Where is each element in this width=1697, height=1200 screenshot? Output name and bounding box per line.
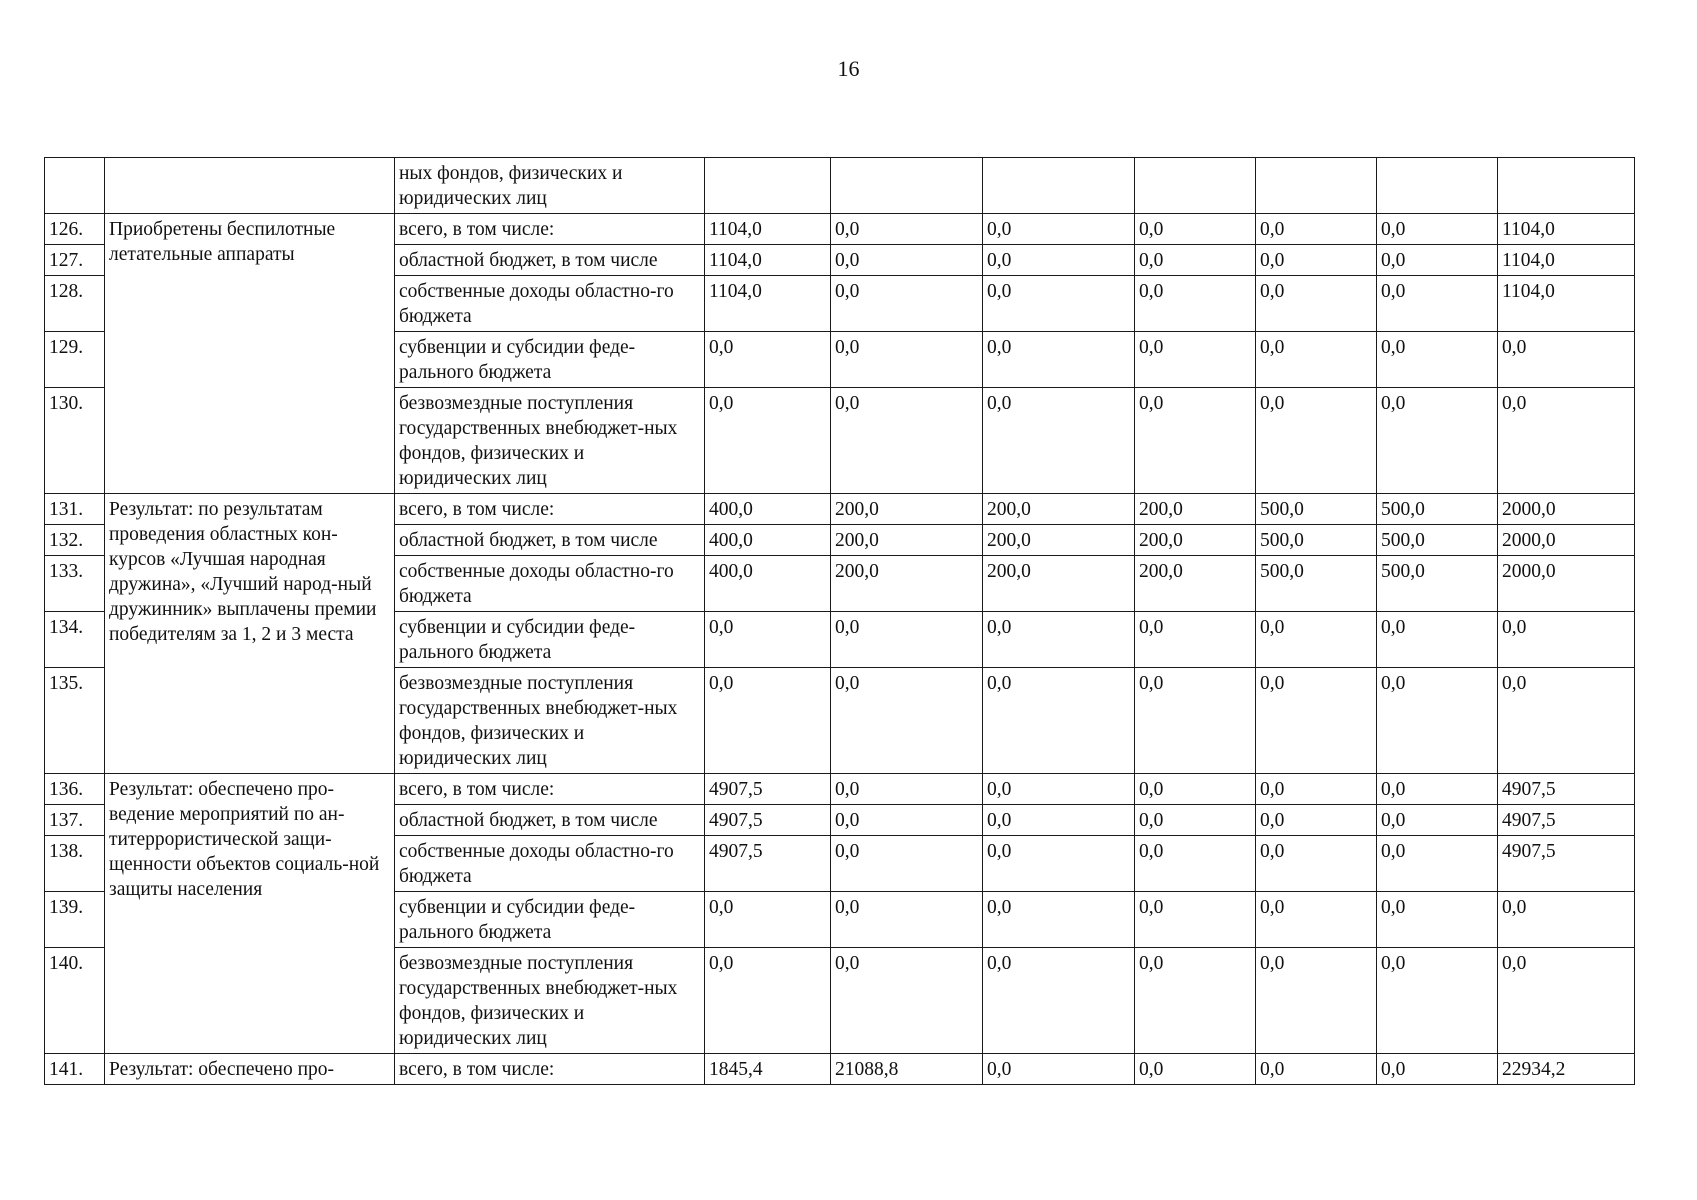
value-cell: 0,0 xyxy=(983,892,1135,948)
row-number-cell: 135. xyxy=(45,668,105,774)
value-cell: 0,0 xyxy=(983,276,1135,332)
total-value-cell: 0,0 xyxy=(1498,612,1635,668)
value-cell: 0,0 xyxy=(1135,774,1256,805)
value-cell xyxy=(831,158,983,214)
total-value-cell: 0,0 xyxy=(1498,892,1635,948)
value-cell: 0,0 xyxy=(1256,276,1377,332)
table-row xyxy=(45,774,1635,805)
value-cell: 0,0 xyxy=(705,948,831,1054)
value-cell: 0,0 xyxy=(831,774,983,805)
value-cell: 0,0 xyxy=(1256,332,1377,388)
value-cell: 0,0 xyxy=(1135,948,1256,1054)
value-cell xyxy=(983,158,1135,214)
value-cell: 0,0 xyxy=(1135,805,1256,836)
value-cell: 200,0 xyxy=(831,556,983,612)
value-cell: 0,0 xyxy=(1377,948,1498,1054)
result-description-cell: Приобретены беспилотные летательные аппараты xyxy=(105,214,395,494)
value-cell: 0,0 xyxy=(1256,836,1377,892)
value-cell xyxy=(1377,158,1498,214)
value-cell: 0,0 xyxy=(1377,892,1498,948)
funding-source-cell: собственные доходы областно-го бюджета xyxy=(395,836,705,892)
funding-source-cell: безвозмездные поступления государственных внебюджет-ных фондов, физических и юридических лиц xyxy=(395,388,705,494)
value-cell: 500,0 xyxy=(1377,494,1498,525)
row-number-cell xyxy=(45,158,105,214)
value-cell: 0,0 xyxy=(1135,214,1256,245)
value-cell: 200,0 xyxy=(983,525,1135,556)
value-cell: 0,0 xyxy=(831,214,983,245)
value-cell xyxy=(705,158,831,214)
value-cell: 500,0 xyxy=(1256,525,1377,556)
value-cell: 0,0 xyxy=(1135,388,1256,494)
total-value-cell: 2000,0 xyxy=(1498,556,1635,612)
value-cell: 0,0 xyxy=(1256,612,1377,668)
funding-source-cell: областной бюджет, в том числе xyxy=(395,805,705,836)
value-cell: 0,0 xyxy=(1256,388,1377,494)
row-number-cell: 131. xyxy=(45,494,105,525)
value-cell: 0,0 xyxy=(983,805,1135,836)
total-value-cell: 2000,0 xyxy=(1498,525,1635,556)
value-cell: 0,0 xyxy=(831,388,983,494)
row-number-cell: 137. xyxy=(45,805,105,836)
description-cell xyxy=(105,158,395,214)
value-cell: 0,0 xyxy=(983,214,1135,245)
value-cell: 0,0 xyxy=(1256,245,1377,276)
value-cell: 0,0 xyxy=(1377,774,1498,805)
value-cell: 0,0 xyxy=(1377,836,1498,892)
value-cell xyxy=(1256,158,1377,214)
value-cell: 0,0 xyxy=(1377,668,1498,774)
value-cell: 0,0 xyxy=(1256,214,1377,245)
value-cell: 200,0 xyxy=(1135,525,1256,556)
total-value-cell: 1104,0 xyxy=(1498,214,1635,245)
row-number-cell: 126. xyxy=(45,214,105,245)
value-cell: 0,0 xyxy=(983,245,1135,276)
value-cell: 0,0 xyxy=(983,774,1135,805)
value-cell: 500,0 xyxy=(1377,556,1498,612)
value-cell: 400,0 xyxy=(705,525,831,556)
value-cell: 0,0 xyxy=(831,245,983,276)
row-number-cell: 134. xyxy=(45,612,105,668)
value-cell: 0,0 xyxy=(983,1054,1135,1085)
value-cell: 21088,8 xyxy=(831,1054,983,1085)
value-cell: 0,0 xyxy=(1256,1054,1377,1085)
row-number-cell: 139. xyxy=(45,892,105,948)
value-cell: 200,0 xyxy=(1135,494,1256,525)
table-row xyxy=(45,1054,1635,1085)
value-cell: 0,0 xyxy=(1135,1054,1256,1085)
value-cell: 0,0 xyxy=(983,332,1135,388)
value-cell: 0,0 xyxy=(705,892,831,948)
value-cell: 0,0 xyxy=(983,948,1135,1054)
total-value-cell: 2000,0 xyxy=(1498,494,1635,525)
total-value-cell: 4907,5 xyxy=(1498,836,1635,892)
total-value-cell: 1104,0 xyxy=(1498,245,1635,276)
total-value-cell: 0,0 xyxy=(1498,668,1635,774)
value-cell: 0,0 xyxy=(983,612,1135,668)
value-cell: 1104,0 xyxy=(705,276,831,332)
page-number: 16 xyxy=(837,56,860,81)
result-description-cell: Результат: обеспечено про- xyxy=(105,1054,395,1085)
value-cell: 0,0 xyxy=(831,612,983,668)
value-cell: 0,0 xyxy=(983,668,1135,774)
value-cell: 0,0 xyxy=(1377,214,1498,245)
total-value-cell: 0,0 xyxy=(1498,948,1635,1054)
budget-table xyxy=(44,157,1635,1085)
value-cell: 0,0 xyxy=(1256,892,1377,948)
table-row xyxy=(45,494,1635,525)
value-cell: 0,0 xyxy=(1377,388,1498,494)
value-cell: 0,0 xyxy=(831,332,983,388)
row-number-cell: 129. xyxy=(45,332,105,388)
value-cell: 0,0 xyxy=(1135,276,1256,332)
value-cell: 0,0 xyxy=(831,892,983,948)
value-cell: 0,0 xyxy=(1377,332,1498,388)
value-cell: 500,0 xyxy=(1377,525,1498,556)
value-cell: 0,0 xyxy=(705,612,831,668)
row-number-cell: 141. xyxy=(45,1054,105,1085)
total-value-cell: 0,0 xyxy=(1498,388,1635,494)
value-cell: 0,0 xyxy=(1256,805,1377,836)
value-cell: 0,0 xyxy=(1256,948,1377,1054)
value-cell: 0,0 xyxy=(1377,1054,1498,1085)
table-row xyxy=(45,214,1635,245)
value-cell: 0,0 xyxy=(831,836,983,892)
value-cell: 0,0 xyxy=(1135,332,1256,388)
value-cell: 4907,5 xyxy=(705,774,831,805)
value-cell xyxy=(1135,158,1256,214)
funding-source-cell: всего, в том числе: xyxy=(395,774,705,805)
value-cell: 500,0 xyxy=(1256,494,1377,525)
total-value-cell: 4907,5 xyxy=(1498,805,1635,836)
value-cell: 0,0 xyxy=(1256,774,1377,805)
funding-source-cell: ных фондов, физических и юридических лиц xyxy=(395,158,705,214)
value-cell: 0,0 xyxy=(1377,612,1498,668)
row-number-cell: 136. xyxy=(45,774,105,805)
table-row-continuation xyxy=(45,158,1635,214)
total-value-cell: 1104,0 xyxy=(1498,276,1635,332)
value-cell: 0,0 xyxy=(705,668,831,774)
funding-source-cell: всего, в том числе: xyxy=(395,1054,705,1085)
table-body xyxy=(45,158,1635,1085)
value-cell: 0,0 xyxy=(831,948,983,1054)
value-cell: 0,0 xyxy=(1377,245,1498,276)
value-cell: 1845,4 xyxy=(705,1054,831,1085)
value-cell: 0,0 xyxy=(1135,668,1256,774)
value-cell: 200,0 xyxy=(983,556,1135,612)
funding-source-cell: субвенции и субсидии феде-рального бюджета xyxy=(395,892,705,948)
funding-source-cell: безвозмездные поступления государственных внебюджет-ных фондов, физических и юридических лиц xyxy=(395,668,705,774)
value-cell: 0,0 xyxy=(1377,276,1498,332)
value-cell: 400,0 xyxy=(705,556,831,612)
total-value-cell: 4907,5 xyxy=(1498,774,1635,805)
funding-source-cell: субвенции и субсидии феде-рального бюджета xyxy=(395,612,705,668)
value-cell: 1104,0 xyxy=(705,214,831,245)
value-cell: 0,0 xyxy=(1135,245,1256,276)
funding-source-cell: областной бюджет, в том числе xyxy=(395,525,705,556)
total-value-cell: 0,0 xyxy=(1498,332,1635,388)
value-cell: 0,0 xyxy=(831,805,983,836)
funding-source-cell: всего, в том числе: xyxy=(395,494,705,525)
value-cell: 400,0 xyxy=(705,494,831,525)
value-cell: 0,0 xyxy=(983,388,1135,494)
value-cell: 0,0 xyxy=(1256,668,1377,774)
funding-source-cell: субвенции и субсидии феде-рального бюджета xyxy=(395,332,705,388)
total-value-cell: 22934,2 xyxy=(1498,1054,1635,1085)
value-cell: 0,0 xyxy=(831,668,983,774)
value-cell: 4907,5 xyxy=(705,805,831,836)
result-description-cell: Результат: по результатам проведения областных кон-курсов «Лучшая народная дружина», «Лучший народ-ный дружинник» выплачены премии победителям за 1, 2 и 3 места xyxy=(105,494,395,774)
value-cell: 0,0 xyxy=(1135,612,1256,668)
value-cell: 0,0 xyxy=(1377,805,1498,836)
value-cell: 200,0 xyxy=(983,494,1135,525)
value-cell: 0,0 xyxy=(705,332,831,388)
value-cell xyxy=(1498,158,1635,214)
value-cell: 500,0 xyxy=(1256,556,1377,612)
value-cell: 0,0 xyxy=(705,388,831,494)
funding-source-cell: собственные доходы областно-го бюджета xyxy=(395,556,705,612)
funding-source-cell: всего, в том числе: xyxy=(395,214,705,245)
funding-source-cell: областной бюджет, в том числе xyxy=(395,245,705,276)
row-number-cell: 138. xyxy=(45,836,105,892)
value-cell: 0,0 xyxy=(1135,836,1256,892)
row-number-cell: 133. xyxy=(45,556,105,612)
funding-source-cell: собственные доходы областно-го бюджета xyxy=(395,276,705,332)
value-cell: 0,0 xyxy=(831,276,983,332)
funding-source-cell: безвозмездные поступления государственных внебюджет-ных фондов, физических и юридических лиц xyxy=(395,948,705,1054)
value-cell: 0,0 xyxy=(983,836,1135,892)
value-cell: 1104,0 xyxy=(705,245,831,276)
row-number-cell: 128. xyxy=(45,276,105,332)
value-cell: 200,0 xyxy=(831,525,983,556)
value-cell: 200,0 xyxy=(1135,556,1256,612)
result-description-cell: Результат: обеспечено про-ведение мероприятий по ан-титеррористической защи-щенности объектов социаль-ной защиты населения xyxy=(105,774,395,1054)
value-cell: 200,0 xyxy=(831,494,983,525)
value-cell: 0,0 xyxy=(1135,892,1256,948)
row-number-cell: 140. xyxy=(45,948,105,1054)
row-number-cell: 127. xyxy=(45,245,105,276)
value-cell: 4907,5 xyxy=(705,836,831,892)
row-number-cell: 132. xyxy=(45,525,105,556)
row-number-cell: 130. xyxy=(45,388,105,494)
